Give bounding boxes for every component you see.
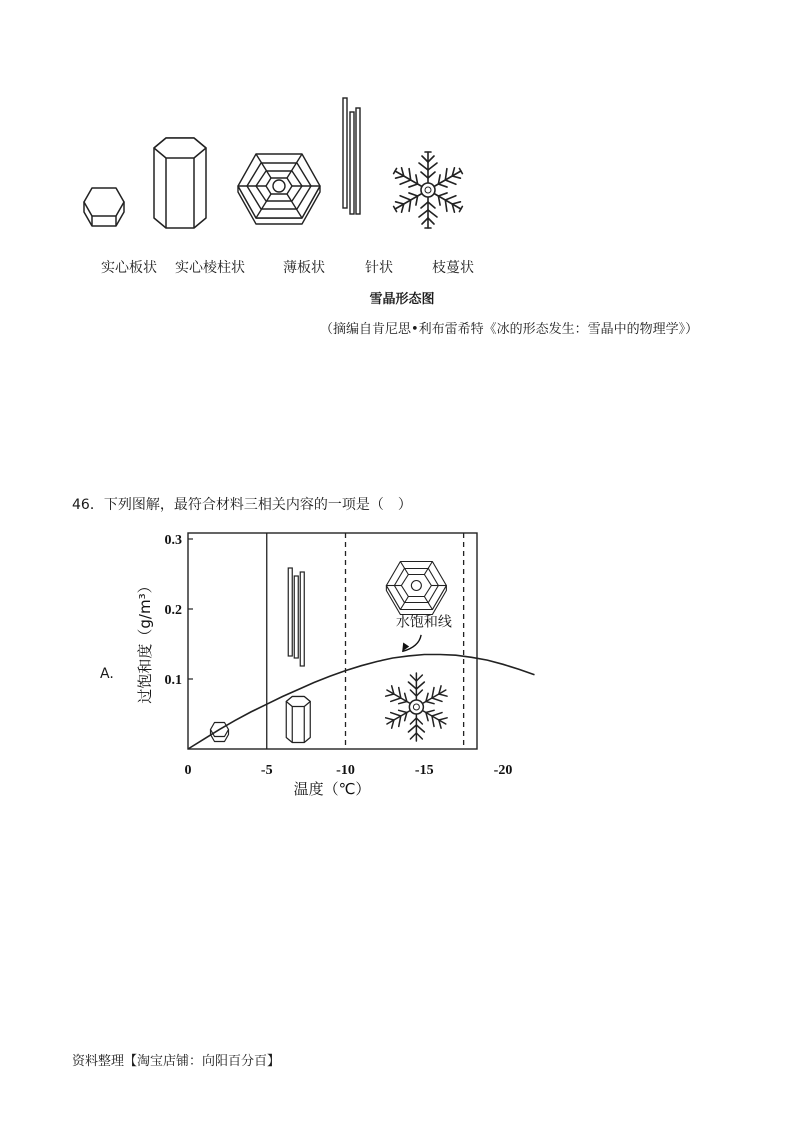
y-tick-label: 0.3 bbox=[164, 533, 182, 548]
footer-text: 资料整理【淘宝店铺：向阳百分百】 bbox=[72, 1054, 281, 1069]
solid-prism-crystal-icon bbox=[286, 697, 310, 743]
solid-plate-crystal-icon bbox=[72, 172, 136, 236]
needle-crystal-icon bbox=[288, 568, 304, 666]
y-axis-label: 过饱和度（g/m³） bbox=[136, 578, 154, 704]
figure-source: （摘编自肯尼思•利布雷希特《冰的形态发生：雪晶中的物理学》） bbox=[320, 322, 699, 337]
snow-crystal-figure bbox=[0, 0, 800, 340]
crystal-label-needle: 针状 bbox=[365, 260, 393, 276]
y-tick-label: 0.2 bbox=[164, 603, 182, 618]
crystal-label-dendrite: 枝蔓状 bbox=[432, 260, 474, 276]
crystal-label-thin-plate: 薄板状 bbox=[283, 260, 325, 276]
thin-plate-crystal-icon bbox=[386, 562, 446, 615]
dendrite-crystal-icon bbox=[384, 146, 472, 234]
crystal-label-solid-prism: 实心棱柱状 bbox=[175, 260, 245, 276]
option-a-label[interactable]: A. bbox=[100, 666, 114, 682]
x-tick-label: -10 bbox=[336, 763, 355, 778]
x-tick-label: -15 bbox=[414, 763, 434, 778]
x-axis-label: 温度（℃） bbox=[293, 780, 371, 798]
x-tick-label: 0 bbox=[184, 763, 192, 778]
needle-crystal-icon bbox=[338, 94, 366, 218]
y-tick-label: 0.1 bbox=[164, 673, 182, 688]
x-tick-label: -20 bbox=[493, 763, 513, 778]
x-tick-label: -5 bbox=[260, 763, 273, 778]
question-text: 46．下列图解，最符合材料三相关内容的一项是（ ） bbox=[72, 497, 412, 513]
supersaturation-chart bbox=[120, 525, 513, 810]
water-saturation-label: 水饱和线 bbox=[395, 614, 452, 631]
solid-prism-crystal-icon bbox=[148, 128, 214, 234]
crystal-label-solid-plate: 实心板状 bbox=[101, 260, 157, 276]
figure-title: 雪晶形态图 bbox=[369, 292, 435, 307]
thin-plate-crystal-icon bbox=[234, 148, 324, 234]
